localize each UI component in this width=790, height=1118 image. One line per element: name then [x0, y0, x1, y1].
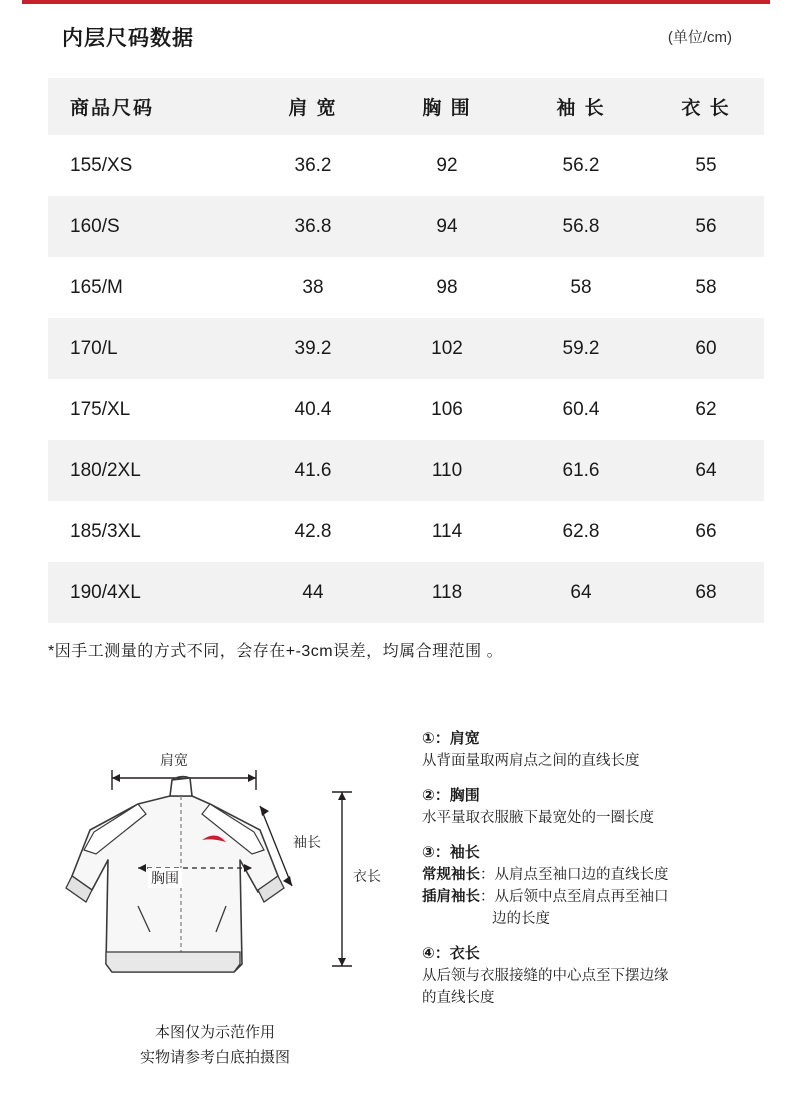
cell-size: 190/4XL	[48, 562, 246, 623]
legend-sub-regular-sleeve	[422, 864, 772, 886]
cell-chest: 92	[380, 135, 514, 196]
cell-length: 64	[648, 440, 764, 501]
legend-sub-raglan-sleeve-cont: 边的长度	[492, 911, 550, 927]
measurement-note: *因手工测量的方式不同，会存在+-3cm误差，均属合理范围 。	[48, 643, 504, 660]
legend-title-chest	[422, 785, 772, 807]
table-row	[48, 135, 764, 196]
legend-sub-label-regular: 常规袖长	[422, 867, 480, 883]
label-shoulder: 肩宽	[156, 750, 192, 770]
cell-shoulder: 38	[246, 257, 380, 318]
illustration-caption	[20, 1020, 410, 1070]
cell-size: 160/S	[48, 196, 246, 257]
cell-shoulder: 39.2	[246, 318, 380, 379]
cell-shoulder: 41.6	[246, 440, 380, 501]
legend-desc-length-cont: 的直线长度	[422, 990, 495, 1006]
top-red-bar	[0, 0, 790, 6]
label-sleeve: 袖长	[290, 832, 324, 852]
size-chart-table	[48, 78, 764, 623]
unit-label: (单位/cm)	[667, 29, 732, 46]
legend-sub-desc-regular: ：从肩点至袖口边的直线长度	[480, 867, 669, 883]
legend-item-sleeve	[422, 842, 772, 930]
label-length: 衣长	[350, 866, 384, 886]
column-header-shoulder: 肩 宽	[246, 78, 380, 135]
cell-sleeve: 56.2	[514, 135, 648, 196]
caption-line-1: 本图仅为示范作用	[154, 1024, 275, 1041]
legend-name-3: ：袖长	[434, 844, 480, 861]
cell-length: 60	[648, 318, 764, 379]
caption-line-2: 实物请参考白底拍摄图	[139, 1049, 290, 1066]
cell-size: 180/2XL	[48, 440, 246, 501]
legend-item-length	[422, 943, 772, 1009]
cell-sleeve: 56.8	[514, 196, 648, 257]
legend-desc-chest: 水平量取衣服腋下最宽处的一圈长度	[422, 810, 654, 826]
cell-size: 155/XS	[48, 135, 246, 196]
table-body	[48, 135, 764, 623]
legend-title-length	[422, 943, 772, 965]
cell-length: 68	[648, 562, 764, 623]
cell-sleeve: 60.4	[514, 379, 648, 440]
cell-size: 175/XL	[48, 379, 246, 440]
cell-chest: 106	[380, 379, 514, 440]
table-row	[48, 501, 764, 562]
cell-chest: 102	[380, 318, 514, 379]
cell-size: 185/3XL	[48, 501, 246, 562]
table-row	[48, 257, 764, 318]
legend-marker-1: ①	[422, 730, 435, 747]
cell-shoulder: 40.4	[246, 379, 380, 440]
column-header-sleeve: 袖 长	[514, 78, 648, 135]
cell-sleeve: 61.6	[514, 440, 648, 501]
cell-length: 62	[648, 379, 764, 440]
legend-title-sleeve	[422, 842, 772, 864]
column-header-length: 衣 长	[648, 78, 764, 135]
table-row	[48, 196, 764, 257]
legend-item-shoulder	[422, 728, 772, 772]
cell-size: 170/L	[48, 318, 246, 379]
cell-chest: 110	[380, 440, 514, 501]
cell-sleeve: 62.8	[514, 501, 648, 562]
cell-length: 56	[648, 196, 764, 257]
cell-shoulder: 36.8	[246, 196, 380, 257]
cell-chest: 114	[380, 501, 514, 562]
column-header-chest: 胸 围	[380, 78, 514, 135]
garment-illustration	[20, 700, 410, 1100]
cell-shoulder: 36.2	[246, 135, 380, 196]
legend-name-1: ：肩宽	[434, 730, 480, 747]
cell-length: 58	[648, 257, 764, 318]
table-row	[48, 318, 764, 379]
cell-chest: 98	[380, 257, 514, 318]
legend-marker-3: ③	[422, 844, 435, 861]
column-header-size: 商品尺码	[48, 78, 246, 135]
cell-shoulder: 44	[246, 562, 380, 623]
cell-sleeve: 59.2	[514, 318, 648, 379]
label-chest: 胸围	[148, 868, 182, 888]
measurement-legend	[422, 728, 772, 1022]
cell-size: 165/M	[48, 257, 246, 318]
jacket-diagram	[20, 700, 410, 1020]
cell-sleeve: 64	[514, 562, 648, 623]
table-row	[48, 562, 764, 623]
cell-sleeve: 58	[514, 257, 648, 318]
table-row	[48, 379, 764, 440]
legend-marker-2: ②	[422, 787, 435, 804]
section-header	[0, 22, 790, 68]
cell-length: 55	[648, 135, 764, 196]
red-rule	[22, 0, 770, 4]
legend-item-chest	[422, 785, 772, 829]
cell-length: 66	[648, 501, 764, 562]
page-title: 内层尺码数据	[62, 27, 194, 50]
legend-title-shoulder	[422, 728, 772, 750]
cell-shoulder: 42.8	[246, 501, 380, 562]
cell-chest: 118	[380, 562, 514, 623]
legend-name-2: ：胸围	[434, 787, 480, 804]
table-header-row	[48, 78, 764, 135]
legend-desc-length: 从后领与衣服接缝的中心点至下摆边缘	[422, 968, 669, 984]
table-row	[48, 440, 764, 501]
legend-desc-shoulder: 从背面量取两肩点之间的直线长度	[422, 753, 640, 769]
legend-sub-desc-raglan: ：从后领中点至肩点再至袖口	[480, 889, 669, 905]
table-header	[48, 78, 764, 135]
legend-marker-4: ④	[422, 945, 435, 962]
legend-sub-raglan-sleeve	[422, 886, 772, 908]
cell-chest: 94	[380, 196, 514, 257]
legend-sub-label-raglan: 插肩袖长	[422, 889, 480, 905]
legend-name-4: ：衣长	[434, 945, 480, 962]
